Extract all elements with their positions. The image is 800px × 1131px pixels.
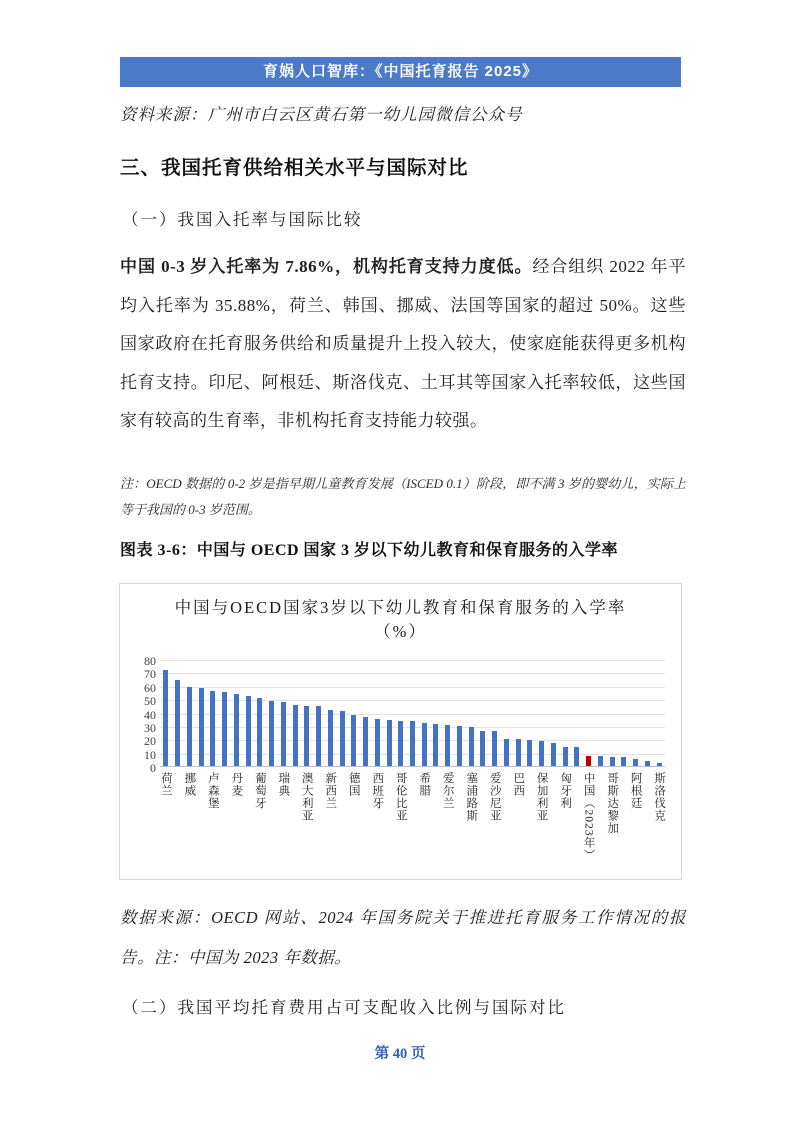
bar-unlabeled-40	[621, 757, 626, 766]
bar-新西兰	[328, 710, 333, 766]
body-paragraph	[120, 248, 686, 441]
bar-unlabeled-30	[504, 739, 509, 766]
bar-unlabeled-6	[222, 692, 227, 766]
subsection-heading-1: （一）我国入托率与国际比较	[122, 210, 363, 229]
bar-unlabeled-38	[598, 756, 603, 766]
bar-unlabeled-4	[199, 688, 204, 766]
bar-unlabeled-10	[269, 701, 274, 766]
x-label-丹麦: 丹麦	[230, 772, 243, 797]
oecd-definition-note: 注：OECD 数据的 0-2 岁是指早期儿童教育发展（ISCED 0.1）阶段，即不满 3 岁的婴幼儿，实际上等于我国的 0-3 岁范围。	[120, 476, 686, 517]
bar-unlabeled-22	[410, 721, 415, 766]
x-label-保加利亚: 保加利亚	[535, 772, 548, 822]
x-label-卢森堡: 卢森堡	[206, 772, 219, 810]
bar-保加利亚	[539, 741, 544, 766]
y-tick-80: 80	[144, 654, 156, 668]
bar-瑞典	[281, 702, 286, 766]
header-banner: 育娲人口智库：《中国托育报告 2025》	[120, 57, 681, 87]
bar-荷兰	[163, 670, 168, 766]
figure-3-6-chart	[119, 583, 682, 880]
x-label-塞浦路斯: 塞浦路斯	[465, 772, 478, 822]
bar-unlabeled-8	[246, 696, 251, 766]
bar-unlabeled-2	[175, 680, 180, 766]
bar-unlabeled-32	[527, 740, 532, 766]
bar-unlabeled-34	[551, 743, 556, 766]
bar-巴西	[516, 739, 521, 766]
y-tick-50: 50	[144, 694, 156, 709]
bar-unlabeled-12	[293, 705, 298, 766]
bar-希腊	[422, 723, 427, 766]
chart-data-source-note: 数据来源：OECD 网站、2024 年国务院关于推进托育服务工作情况的报告。注：中国为 2023 年数据。	[120, 908, 686, 967]
x-label-希腊: 希腊	[418, 772, 431, 797]
bar-德国	[351, 715, 356, 766]
x-label-葡萄牙: 葡萄牙	[253, 772, 266, 810]
chart-plot-area	[130, 654, 681, 878]
bar-unlabeled-24	[433, 724, 438, 766]
body-paragraph-rest: 经合组织 2022 年平均入托率为 35.88%，荷兰、韩国、挪威、法国等国家的超过 50%。这些国家政府在托育服务供给和质量提升上投入较大，使家庭能获得更多机构托育支持。印尼、阿根廷、斯洛伐克、土耳其等国家入托率较低，这些国家有较高的生育率，非机构托育支持能力较强。	[120, 257, 687, 431]
body-paragraph-bold-lead: 中国 0-3 岁入托率为 7.86%，机构托育支持力度低。	[120, 257, 533, 276]
y-tick-70: 70	[144, 667, 156, 682]
page-number: 第 40 页	[374, 1046, 426, 1062]
bar-unlabeled-14	[316, 706, 321, 766]
y-tick-10: 10	[144, 747, 156, 762]
x-label-德国: 德国	[347, 772, 360, 797]
bar-西班牙	[375, 719, 380, 766]
x-label-哥伦比亚: 哥伦比亚	[394, 772, 407, 822]
x-label-瑞典: 瑞典	[277, 772, 290, 797]
bar-斯洛伐克	[657, 763, 662, 766]
bar-塞浦路斯	[469, 727, 474, 766]
y-tick-60: 60	[144, 680, 156, 695]
gridline-60	[160, 687, 665, 688]
figure-caption: 图表 3-6：中国与 OECD 国家 3 岁以下幼儿教育和保育服务的入学率	[120, 542, 619, 559]
gridline-80	[160, 660, 665, 661]
bar-哥斯达黎加	[610, 757, 615, 766]
x-label-爱沙尼亚: 爱沙尼亚	[488, 772, 501, 822]
chart-x-axis-labels	[160, 772, 665, 876]
x-label-爱尔兰: 爱尔兰	[441, 772, 454, 810]
image-source-note: 资料来源：广州市白云区黄石第一幼儿园微信公众号	[120, 105, 523, 124]
bar-unlabeled-20	[387, 720, 392, 766]
y-tick-40: 40	[144, 707, 156, 722]
x-label-澳大利亚: 澳大利亚	[300, 772, 313, 822]
x-label-荷兰: 荷兰	[159, 772, 172, 797]
bar-匈牙利	[563, 747, 568, 766]
bar-中国（2023年）	[586, 756, 591, 767]
bar-丹麦	[234, 694, 239, 766]
x-label-挪威: 挪威	[183, 772, 196, 797]
x-label-新西兰: 新西兰	[324, 772, 337, 810]
bar-爱尔兰	[445, 725, 450, 766]
gridline-70	[160, 673, 665, 674]
bar-unlabeled-18	[363, 717, 368, 766]
bar-卢森堡	[210, 691, 215, 766]
chart-title: 中国与OECD国家3岁以下幼儿教育和保育服务的入学率（%）	[174, 598, 627, 641]
x-label-中国（2023年）: 中国（2023年）	[582, 772, 595, 862]
y-tick-0: 0	[150, 761, 156, 775]
x-label-匈牙利: 匈牙利	[559, 772, 572, 810]
bar-unlabeled-16	[340, 711, 345, 766]
bar-葡萄牙	[257, 698, 262, 766]
bar-unlabeled-26	[457, 726, 462, 766]
y-tick-30: 30	[144, 720, 156, 735]
x-label-阿根廷: 阿根廷	[629, 772, 642, 810]
x-label-西班牙: 西班牙	[371, 772, 384, 810]
subsection-heading-2: （二）我国平均托育费用占可支配收入比例与国际对比	[122, 998, 566, 1017]
bar-unlabeled-42	[645, 761, 650, 766]
x-label-巴西: 巴西	[512, 772, 525, 797]
chart-bars	[160, 660, 665, 767]
bar-澳大利亚	[304, 706, 309, 766]
bar-挪威	[187, 687, 192, 766]
bar-爱沙尼亚	[492, 731, 497, 766]
bar-unlabeled-36	[574, 747, 579, 766]
x-label-斯洛伐克: 斯洛伐克	[653, 772, 666, 822]
y-tick-20: 20	[144, 734, 156, 749]
bar-unlabeled-28	[480, 731, 485, 766]
section-heading: 三、我国托育供给相关水平与国际对比	[120, 158, 469, 179]
bar-阿根廷	[633, 759, 638, 766]
x-label-哥斯达黎加: 哥斯达黎加	[606, 772, 619, 835]
bar-哥伦比亚	[398, 721, 403, 766]
